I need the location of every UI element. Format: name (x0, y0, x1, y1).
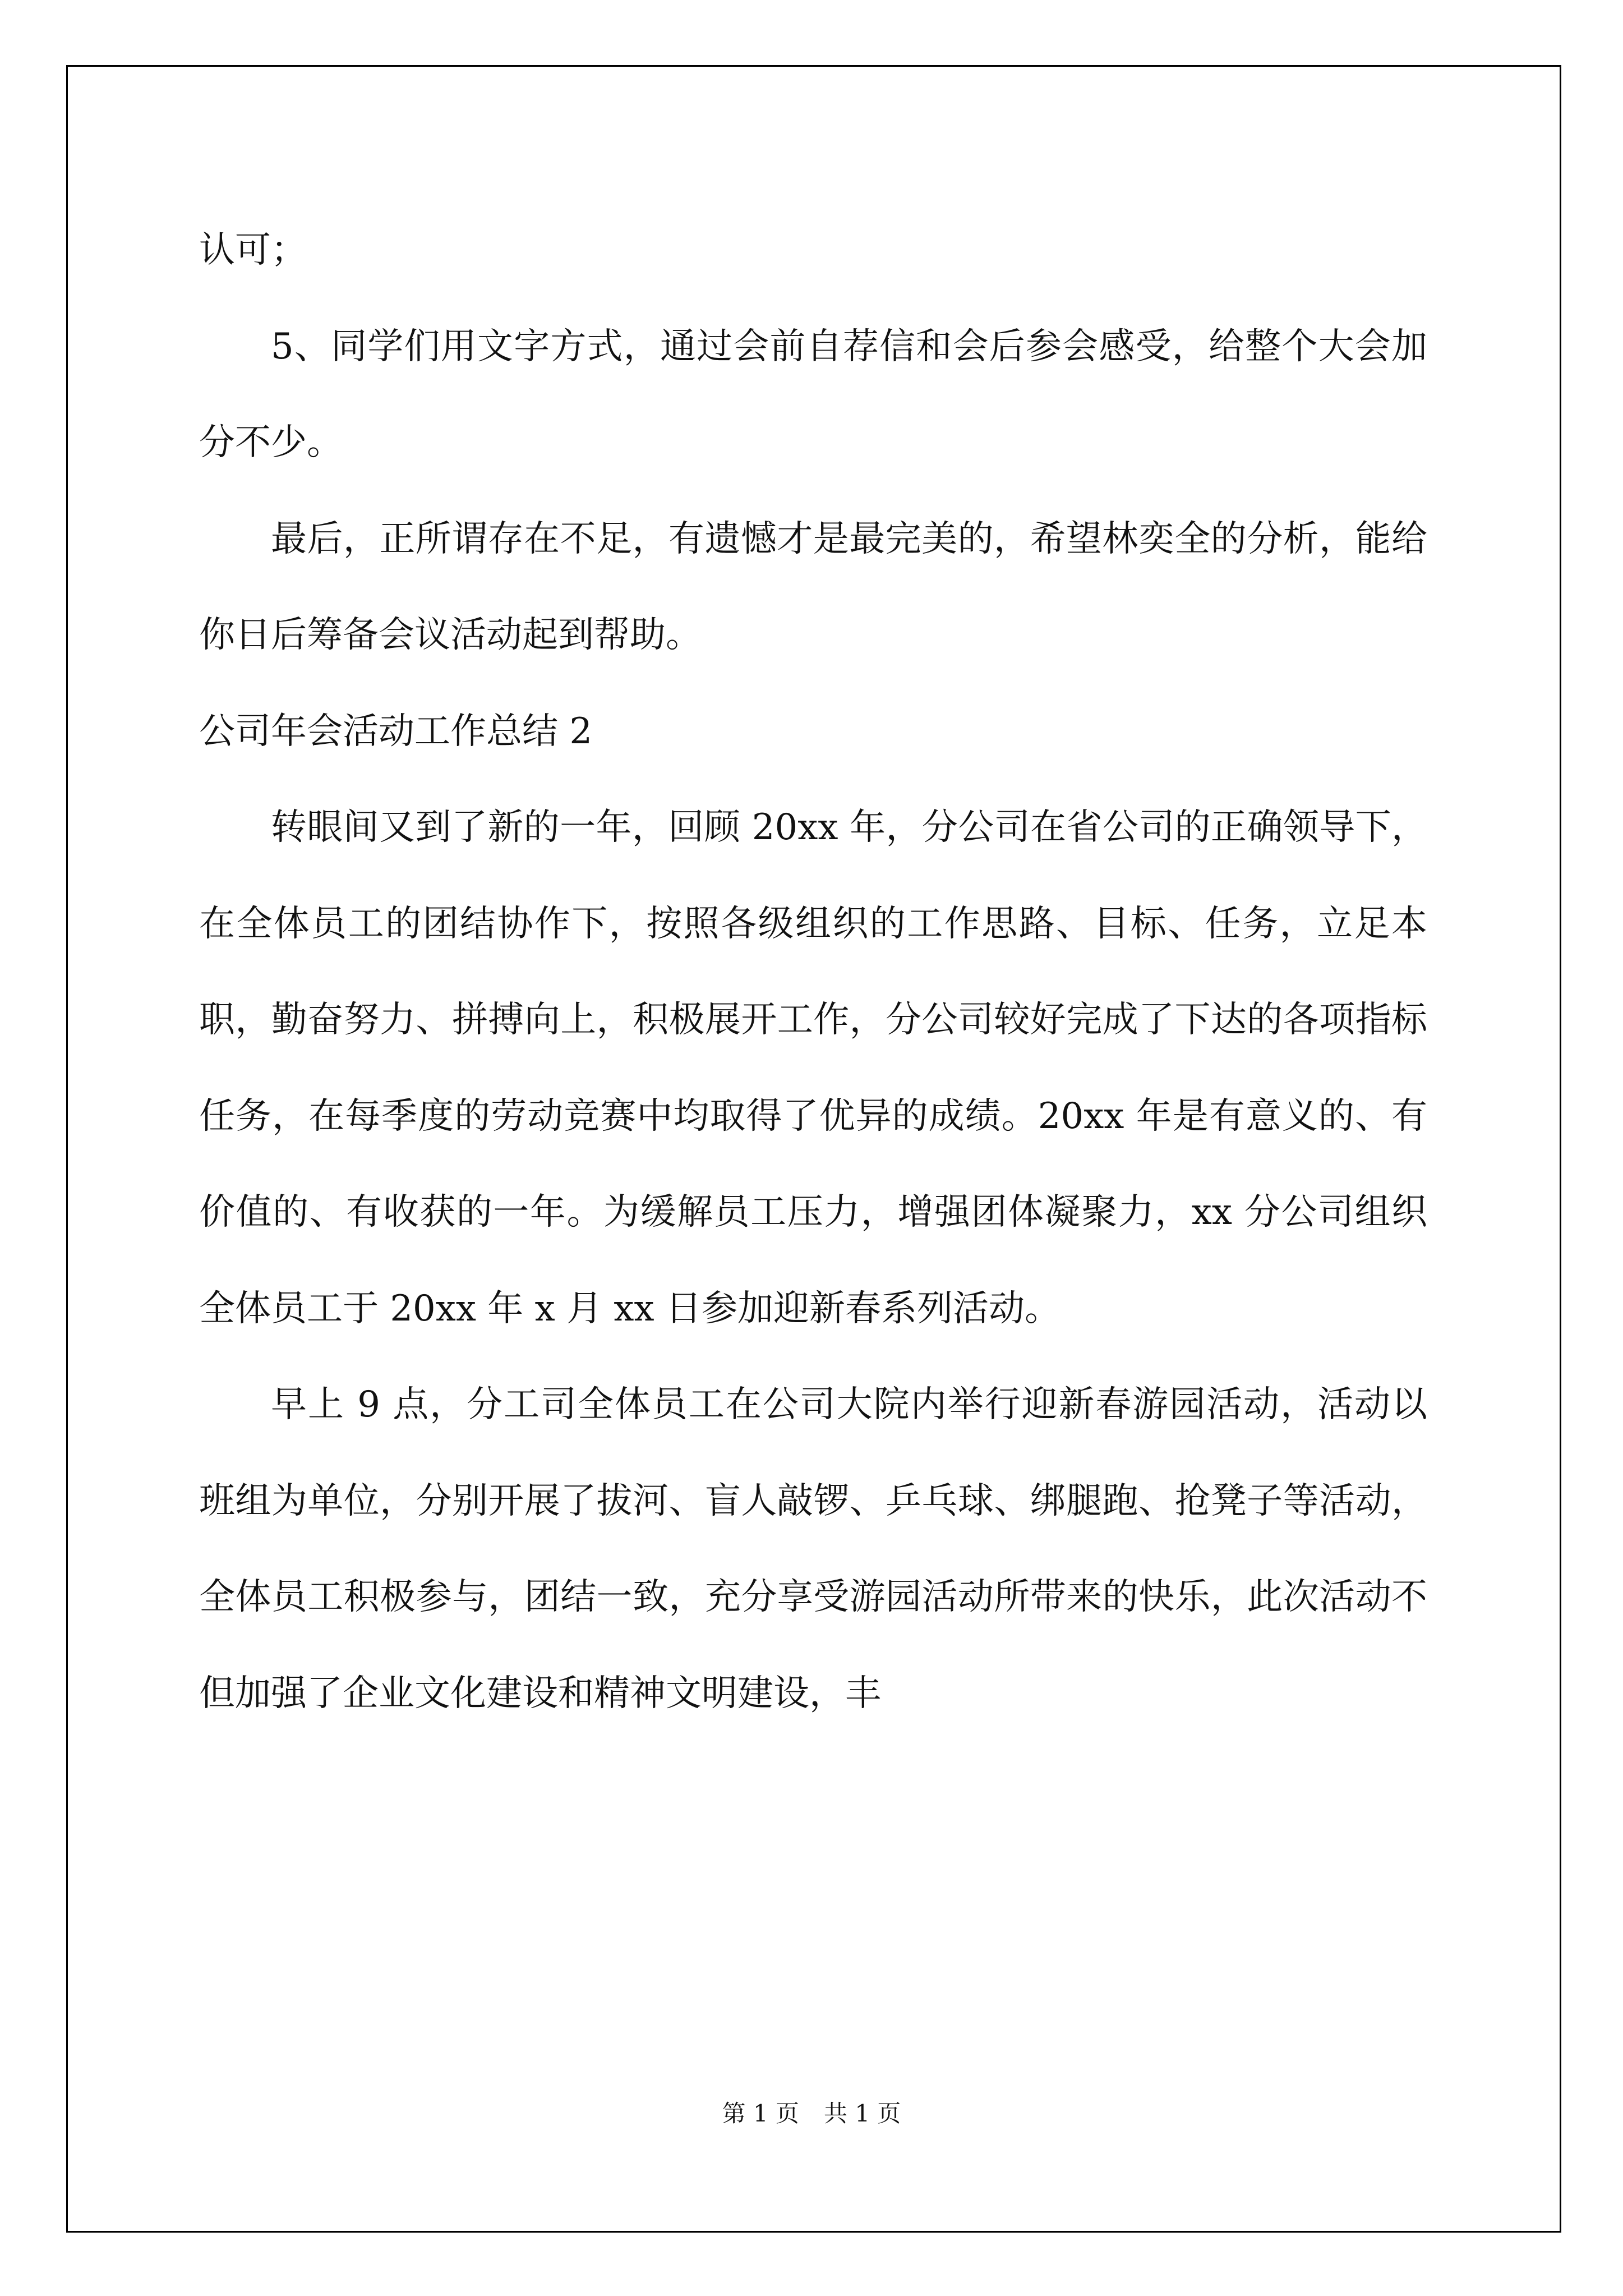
paragraph-2: 5、同学们用文字方式，通过会前自荐信和会后参会感受，给整个大会加分不少。 (199, 325, 1427, 463)
paragraph-3: 最后，正所谓存在不足，有遗憾才是最完美的，希望林奕全的分析，能给你日后筹备会议活动起到帮助。 (199, 518, 1427, 656)
paragraph-1: 认可； (199, 229, 307, 271)
paragraph-5: 早上 9 点，分工司全体员工在公司大院内举行迎新春游园活动，活动以班组为单位，分别开展了拔河、盲人敲锣、乒乓球、绑腿跑、抢凳子等活动，全体员工积极参与，团结一致，充分享受游园活动所带来的快乐，此次活动不但加强了企业文化建设和精神文明建设，丰 (199, 1384, 1427, 1714)
paragraph-4: 转眼间又到了新的一年，回顾 20xx 年，分公司在省公司的正确领导下，在全体员工的团结协作下，按照各级组织的工作思路、目标、任务，立足本职，勤奋努力、拼搏向上，积极展开工作，分公司较好完成了下达的各项指标任务，在每季度的劳动竞赛中均取得了优异的成绩。20xx 年是有意义的、有价值的、有收获的一年。为缓解员工压力，增强团体凝聚力，xx 分公司组织全体员工于 20xx 年 x 月 xx 日参加迎新春系列活动。 (199, 807, 1427, 1329)
page-number: 第 1 页 (722, 2100, 799, 2127)
page-total: 共 1 页 (824, 2100, 901, 2127)
page-footer (0, 2097, 1623, 2131)
section-heading: 公司年会活动工作总结 2 (199, 710, 593, 752)
document-body (199, 203, 1427, 1742)
